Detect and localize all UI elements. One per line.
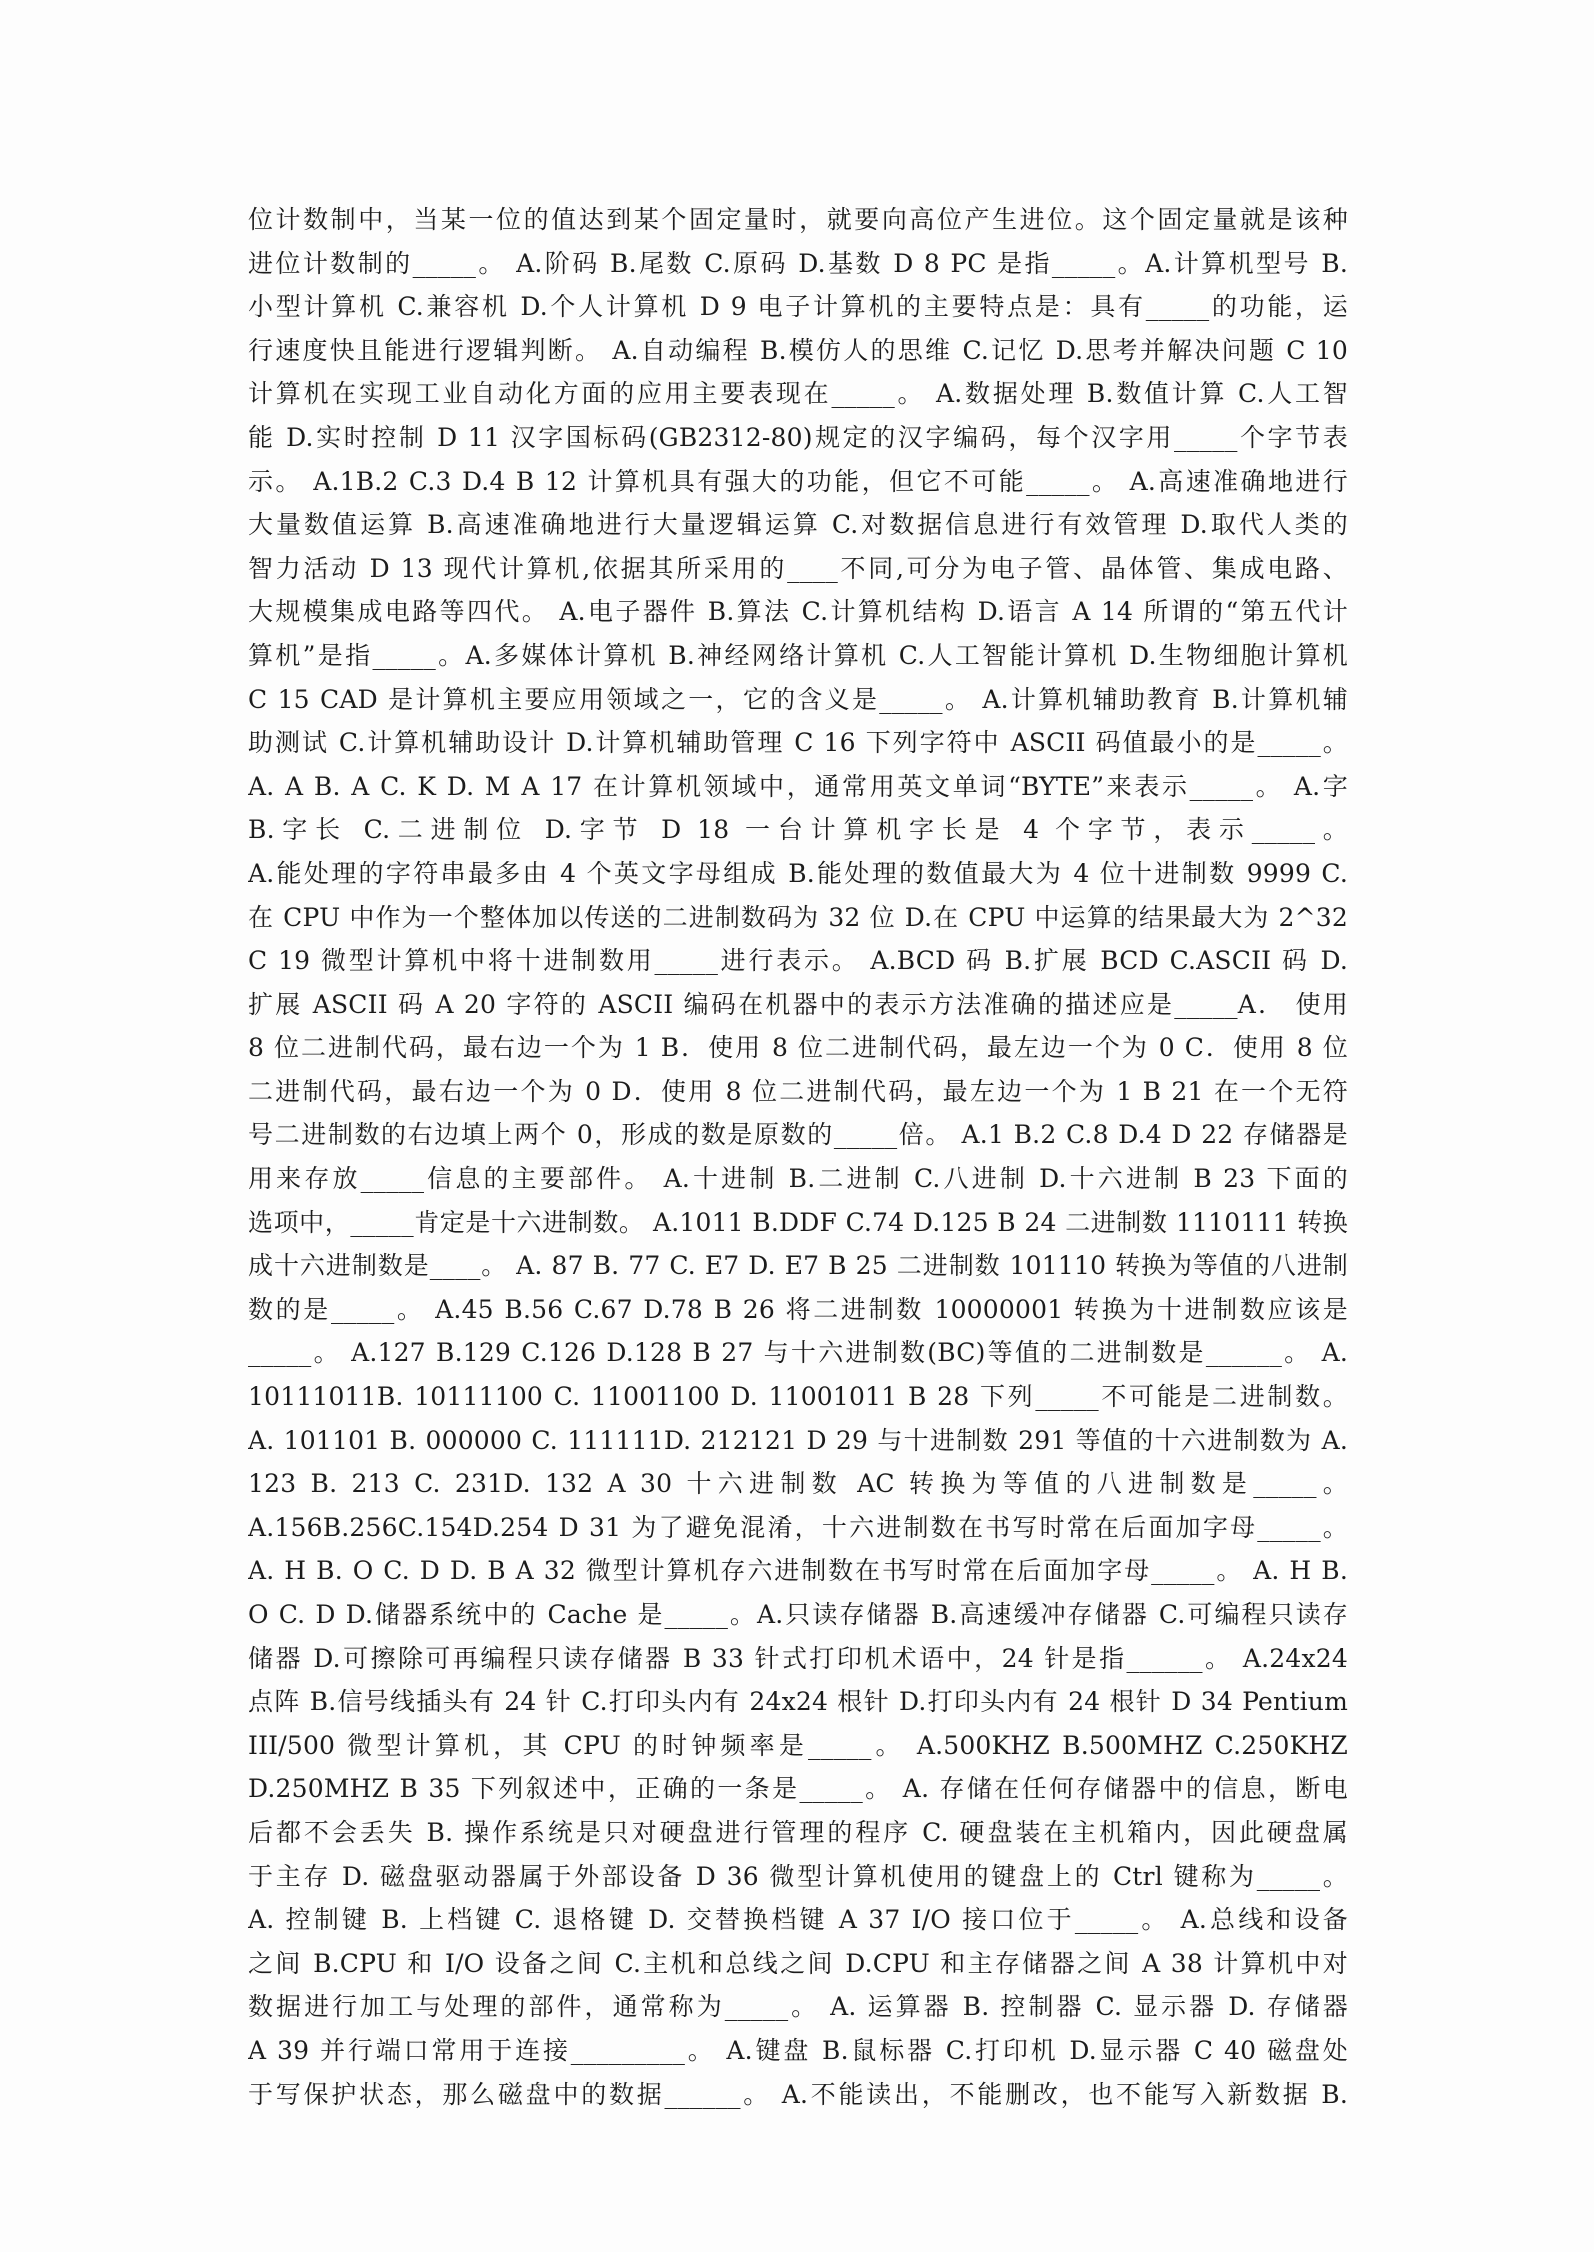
text-line: 进位计数制的_____。 A.阶码 B.尾数 C.原码 D.基数 D 8 PC 是指_____。A.计算机型号 B.	[248, 248, 1348, 278]
text-line: 123 B. 213 C. 231D. 132 A 30 十六进制数 AC 转换为等值的八进制数是_____。	[248, 1469, 1348, 1499]
text-line: 之间 B.CPU 和 I/O 设备之间 C.主机和总线之间 D.CPU 和主存储器之间 A 38 计算机中对	[248, 1948, 1348, 1978]
text-line: C 15 CAD 是计算机主要应用领域之一，它的含义是_____。 A.计算机辅助教育 B.计算机辅	[248, 684, 1348, 714]
text-line: D.250MHZ B 35 下列叙述中，正确的一条是_____。 A. 存储在任何存储器中的信息，断电	[248, 1774, 1348, 1804]
text-line: 算机”是指_____。A.多媒体计算机 B.神经网络计算机 C.人工智能计算机 D.生物细胞计算机	[248, 640, 1348, 670]
text-line: A. H B. O C. D D. B A 32 微型计算机存六进制数在书写时常在后面加字母_____。 A. H B.	[248, 1556, 1348, 1586]
text-line: III/500 微型计算机，其 CPU 的时钟频率是_____。 A.500KHZ B.500MHZ C.250KHZ	[248, 1730, 1348, 1760]
text-line: 能 D.实时控制 D 11 汉字国标码(GB2312-80)规定的汉字编码，每个汉字用_____个字节表	[248, 422, 1348, 452]
text-line: 用来存放_____信息的主要部件。 A.十进制 B.二进制 C.八进制 D.十六进制 B 23 下面的	[248, 1164, 1348, 1194]
text-line: 数据进行加工与处理的部件，通常称为_____。 A. 运算器 B. 控制器 C. 显示器 D. 存储器	[248, 1992, 1348, 2022]
text-line: 扩展 ASCII 码 A 20 字符的 ASCII 编码在机器中的表示方法准确的描述应是_____A． 使用	[248, 989, 1348, 1019]
text-line: 大规模集成电路等四代。 A.电子器件 B.算法 C.计算机结构 D.语言 A 14 所谓的“第五代计	[248, 597, 1348, 627]
text-line: 选项中，_____肯定是十六进制数。 A.1011 B.DDF C.74 D.125 B 24 二进制数 1110111 转换	[248, 1207, 1348, 1237]
text-line: A. 控制键 B. 上档键 C. 退格键 D. 交替换档键 A 37 I/O 接口位于_____。 A.总线和设备	[248, 1905, 1348, 1935]
text-line: 储器 D.可擦除可再编程只读存储器 B 33 针式打印机术语中，24 针是指______。 A.24x24	[248, 1643, 1348, 1673]
text-line: 小型计算机 C.兼容机 D.个人计算机 D 9 电子计算机的主要特点是：具有_____的功能，运	[248, 292, 1348, 322]
text-line: A 39 并行端口常用于连接_________。 A.键盘 B.鼠标器 C.打印机 D.显示器 C 40 磁盘处	[248, 2035, 1348, 2065]
text-line: 点阵 B.信号线插头有 24 针 C.打印头内有 24x24 根针 D.打印头内有 24 根针 D 34 Pentium	[248, 1687, 1348, 1717]
text-line: A.能处理的字符串最多由 4 个英文字母组成 B.能处理的数值最大为 4 位十进制数 9999 C.	[248, 858, 1348, 888]
text-line: 数的是_____。 A.45 B.56 C.67 D.78 B 26 将二进制数 10000001 转换为十进制数应该是	[248, 1294, 1348, 1324]
text-line: _____。 A.127 B.129 C.126 D.128 B 27 与十六进制数(BC)等值的二进制数是______。 A.	[248, 1338, 1348, 1368]
text-line: A. 101101 B. 000000 C. 111111D. 212121 D 29 与十进制数 291 等值的十六进制数为 A.	[248, 1425, 1348, 1455]
text-line: 10111011B. 10111100 C. 11001100 D. 11001011 B 28 下列_____不可能是二进制数。	[248, 1382, 1348, 1412]
text-line: 后都不会丢失 B. 操作系统是只对硬盘进行管理的程序 C. 硬盘装在主机箱内，因此硬盘属	[248, 1817, 1348, 1847]
text-line: 大量数值运算 B.高速准确地进行大量逻辑运算 C.对数据信息进行有效管理 D.取代人类的	[248, 510, 1348, 540]
text-line: 在 CPU 中作为一个整体加以传送的二进制数码为 32 位 D.在 CPU 中运算的结果最大为 2^32	[248, 902, 1348, 932]
text-line: 8 位二进制代码，最右边一个为 1 B．使用 8 位二进制代码，最左边一个为 0 C．使用 8 位	[248, 1033, 1348, 1063]
text-line: 助测试 C.计算机辅助设计 D.计算机辅助管理 C 16 下列字符中 ASCII 码值最小的是_____。	[248, 728, 1348, 758]
text-line: 二进制代码，最右边一个为 0 D．使用 8 位二进制代码，最左边一个为 1 B 21 在一个无符	[248, 1076, 1348, 1106]
text-line: C 19 微型计算机中将十进制数用_____进行表示。 A.BCD 码 B.扩展 BCD C.ASCII 码 D.	[248, 946, 1348, 976]
text-line: B.字长 C.二进制位 D.字节 D 18 一台计算机字长是 4 个字节，表示_____。	[248, 815, 1348, 845]
document-body	[248, 198, 1348, 2116]
text-line: O C. D D.储器系统中的 Cache 是_____。A.只读存储器 B.高速缓冲存储器 C.可编程只读存	[248, 1600, 1348, 1629]
text-line: 于主存 D. 磁盘驱动器属于外部设备 D 36 微型计算机使用的键盘上的 Ctrl 键称为_____。	[248, 1861, 1348, 1891]
text-line: 智力活动 D 13 现代计算机,依据其所采用的____不同,可分为电子管、晶体管、集成电路、	[248, 553, 1348, 583]
text-line: 计算机在实现工业自动化方面的应用主要表现在_____。 A.数据处理 B.数值计算 C.人工智	[248, 379, 1348, 409]
text-line: A.156B.256C.154D.254 D 31 为了避免混淆，十六进制数在书写时常在后面加字母_____。	[248, 1512, 1348, 1542]
text-line: 示。 A.1B.2 C.3 D.4 B 12 计算机具有强大的功能，但它不可能_____。 A.高速准确地进行	[248, 466, 1348, 496]
text-line: 于写保护状态，那么磁盘中的数据______。 A.不能读出，不能删改，也不能写入新数据 B.	[248, 2079, 1348, 2109]
text-line: 号二进制数的右边填上两个 0，形成的数是原数的_____倍。 A.1 B.2 C.8 D.4 D 22 存储器是	[248, 1120, 1348, 1150]
text-line: 成十六进制数是____。 A. 87 B. 77 C. E7 D. E7 B 25 二进制数 101110 转换为等值的八进制	[248, 1251, 1348, 1281]
text-line: A. A B. A C. K D. M A 17 在计算机领域中，通常用英文单词“BYTE”来表示_____。 A.字	[248, 771, 1348, 801]
text-line: 行速度快且能进行逻辑判断。 A.自动编程 B.模仿人的思维 C.记忆 D.思考并解决问题 C 10	[248, 335, 1348, 365]
text-line: 位计数制中，当某一位的值达到某个固定量时，就要向高位产生进位。这个固定量就是该种	[248, 205, 1348, 234]
